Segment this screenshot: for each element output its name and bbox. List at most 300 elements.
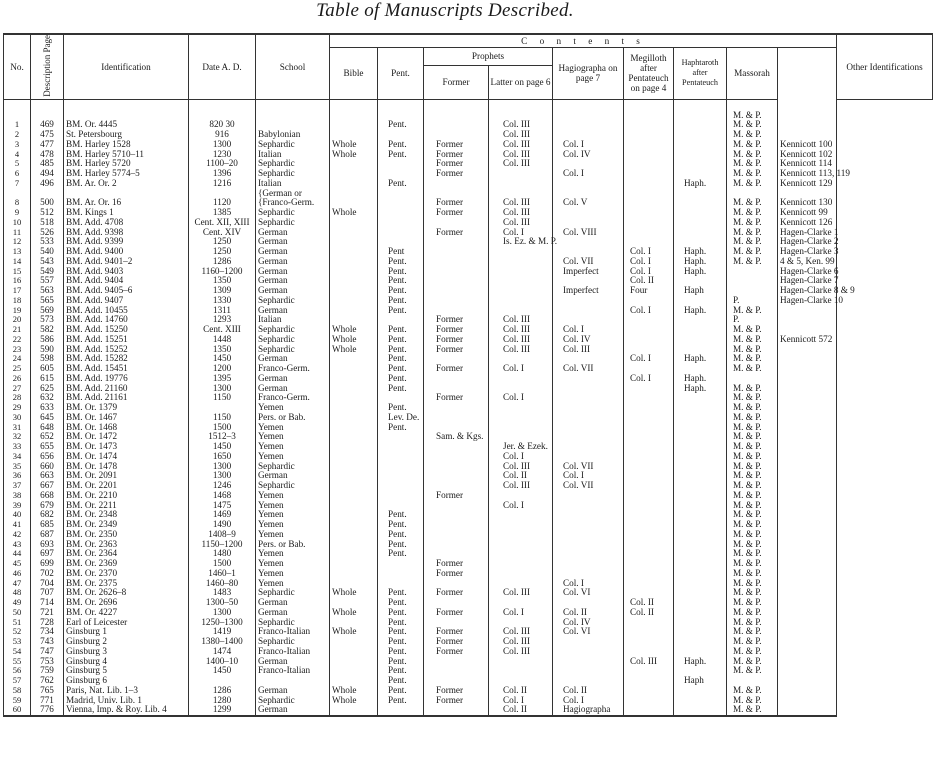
cell-massorah: M. & P.	[727, 169, 778, 179]
cell-massorah: M. & P.	[727, 257, 778, 267]
cell-pent	[378, 462, 424, 472]
cell-pent: Lev. De.	[378, 413, 424, 423]
cell-date: 1419	[189, 627, 256, 637]
cell-latter	[489, 540, 553, 550]
cell-no: 21	[4, 325, 31, 335]
cell-megilloth: Four	[624, 286, 674, 296]
cell-former	[424, 705, 489, 716]
cell-latter	[489, 169, 553, 179]
cell-hagiographa: Col. II	[553, 686, 624, 696]
cell-identification: BM. Add. 9407	[64, 296, 189, 306]
cell-identification: BM. Add. 21160	[64, 384, 189, 394]
cell-massorah: M. & P.	[727, 462, 778, 472]
cell-no: 58	[4, 686, 31, 696]
cell-former	[424, 179, 489, 189]
cell-identification: BM. Add. 15282	[64, 354, 189, 364]
cell-former: Former	[424, 696, 489, 706]
cell-description-page: 569	[31, 306, 64, 316]
cell-other-identifications	[778, 120, 837, 130]
cell-hagiographa: Imperfect	[553, 286, 624, 296]
cell-hagiographa: Col. IV	[553, 150, 624, 160]
cell-no: 50	[4, 608, 31, 618]
table-row	[4, 530, 933, 540]
cell-megilloth: Col. II	[624, 276, 674, 286]
cell-description-page: 582	[31, 325, 64, 335]
cell-massorah: M. & P.	[727, 159, 778, 169]
cell-identification: St. Petersbourg	[64, 130, 189, 140]
cell-identification: Earl of Leicester	[64, 618, 189, 628]
cell-bible	[330, 705, 378, 716]
cell-haphtaroth	[674, 598, 727, 608]
cell-hagiographa: Col. V	[553, 198, 624, 208]
cell-pent: Pent.	[378, 676, 424, 686]
cell-latter: Col. I	[489, 608, 553, 618]
cell-former: Former	[424, 647, 489, 657]
cell-date: 1500	[189, 559, 256, 569]
cell-date: 1490	[189, 520, 256, 530]
cell-date: 1286	[189, 686, 256, 696]
cell-no: 43	[4, 540, 31, 550]
cell-description-page: 526	[31, 228, 64, 238]
cell-bible	[330, 549, 378, 559]
cell-description-page: 667	[31, 481, 64, 491]
header-former: Former	[424, 65, 489, 99]
cell-date: 1474	[189, 647, 256, 657]
cell-date: 1450	[189, 442, 256, 452]
cell-school: Yemen	[256, 549, 330, 559]
cell-no: 59	[4, 696, 31, 706]
cell-identification: BM. Kings 1	[64, 208, 189, 218]
cell-other-identifications	[778, 510, 837, 520]
cell-date: 1300	[189, 384, 256, 394]
cell-no: 30	[4, 413, 31, 423]
cell-massorah: M. & P.	[727, 618, 778, 628]
cell-hagiographa	[553, 549, 624, 559]
cell-description-page: 765	[31, 686, 64, 696]
cell-massorah: M. & P.	[727, 520, 778, 530]
cell-other-identifications	[778, 364, 837, 374]
cell-other-identifications: Hagen-Clarke 6	[778, 267, 837, 277]
cell-no: 40	[4, 510, 31, 520]
cell-description-page: 543	[31, 257, 64, 267]
cell-haphtaroth	[674, 579, 727, 589]
cell-bible	[330, 228, 378, 238]
cell-haphtaroth	[674, 403, 727, 413]
cell-date: 1250	[189, 237, 256, 247]
cell-bible	[330, 637, 378, 647]
cell-date: 1408–9	[189, 530, 256, 540]
cell-no: 28	[4, 393, 31, 403]
table-row	[4, 335, 933, 345]
cell-date: 1246	[189, 481, 256, 491]
cell-pent: Pent.	[378, 335, 424, 345]
page-title: Table of Manuscripts Described.	[316, 0, 574, 21]
cell-hagiographa: Col. I	[553, 471, 624, 481]
table-row	[4, 354, 933, 364]
cell-other-identifications	[778, 306, 837, 316]
cell-date: Cent. XII, XIII	[189, 218, 256, 228]
cell-former	[424, 413, 489, 423]
cell-date: 1475	[189, 501, 256, 511]
cell-description-page: 615	[31, 374, 64, 384]
table-row	[4, 315, 933, 325]
cell-identification: BM. Add. 15251	[64, 335, 189, 345]
cell-hagiographa: Col. VIII	[553, 228, 624, 238]
cell-pent: Pent.	[378, 384, 424, 394]
cell-haphtaroth	[674, 471, 727, 481]
cell-haphtaroth	[674, 637, 727, 647]
cell-school: Sephardic	[256, 618, 330, 628]
cell-megilloth	[624, 686, 674, 696]
cell-no: 2	[4, 130, 31, 140]
cell-latter: Col. III	[489, 140, 553, 150]
cell-school	[256, 99, 330, 120]
cell-no: 54	[4, 647, 31, 657]
cell-no: 9	[4, 208, 31, 218]
cell-megilloth	[624, 384, 674, 394]
cell-school: Yemen	[256, 530, 330, 540]
cell-massorah: M. & P.	[727, 647, 778, 657]
table-row	[4, 364, 933, 374]
cell-identification: BM. Or. 1472	[64, 432, 189, 442]
cell-massorah: M. & P.	[727, 598, 778, 608]
header-no: No.	[4, 34, 31, 99]
header-bible: Bible	[330, 47, 378, 99]
cell-massorah: M. & P.	[727, 423, 778, 433]
cell-bible	[330, 237, 378, 247]
cell-identification: BM. Add. 15252	[64, 345, 189, 355]
cell-megilloth	[624, 393, 674, 403]
cell-massorah: M. & P.	[727, 306, 778, 316]
cell-pent	[378, 432, 424, 442]
cell-no: 41	[4, 520, 31, 530]
cell-other-identifications	[778, 423, 837, 433]
cell-massorah: M. & P.	[727, 354, 778, 364]
cell-school: {Franco-Germ.	[256, 198, 330, 208]
cell-megilloth	[624, 452, 674, 462]
cell-bible	[330, 354, 378, 364]
cell-massorah: M. & P.	[727, 403, 778, 413]
table-row	[4, 559, 933, 569]
cell-latter	[489, 99, 553, 120]
cell-pent	[378, 208, 424, 218]
cell-former: Former	[424, 345, 489, 355]
cell-description-page: 721	[31, 608, 64, 618]
cell-former: Former	[424, 588, 489, 598]
cell-megilloth: Col. I	[624, 306, 674, 316]
cell-no: 37	[4, 481, 31, 491]
cell-identification: Ginsburg 6	[64, 676, 189, 686]
cell-no: 34	[4, 452, 31, 462]
cell-bible: Whole	[330, 608, 378, 618]
cell-other-identifications: Kennicott 572	[778, 335, 837, 345]
cell-haphtaroth	[674, 120, 727, 130]
cell-pent: Pent.	[378, 510, 424, 520]
cell-other-identifications	[778, 705, 837, 716]
cell-latter: Col. III	[489, 637, 553, 647]
cell-no: 15	[4, 267, 31, 277]
cell-latter	[489, 559, 553, 569]
cell-former: Former	[424, 637, 489, 647]
cell-hagiographa	[553, 666, 624, 676]
cell-hagiographa	[553, 647, 624, 657]
cell-bible	[330, 471, 378, 481]
cell-megilloth	[624, 99, 674, 120]
cell-identification: BM. Or. 2375	[64, 579, 189, 589]
cell-latter: Col. III	[489, 325, 553, 335]
cell-identification: BM. Or. 4445	[64, 120, 189, 130]
cell-former	[424, 403, 489, 413]
cell-other-identifications	[778, 452, 837, 462]
cell-identification: BM. Harley 5720	[64, 159, 189, 169]
cell-identification: BM. Add. 19776	[64, 374, 189, 384]
cell-description-page: 668	[31, 491, 64, 501]
cell-identification: BM. Ar. Or. 16	[64, 198, 189, 208]
cell-former	[424, 666, 489, 676]
cell-other-identifications	[778, 432, 837, 442]
cell-haphtaroth	[674, 510, 727, 520]
cell-hagiographa	[553, 423, 624, 433]
cell-date: 1350	[189, 276, 256, 286]
table-row	[4, 627, 933, 637]
cell-massorah: M. & P.	[727, 569, 778, 579]
header-contents: C o n t e n t s	[330, 34, 837, 47]
cell-other-identifications	[778, 530, 837, 540]
cell-identification: BM. Add. 14760	[64, 315, 189, 325]
cell-school: Yemen	[256, 569, 330, 579]
cell-school: German	[256, 276, 330, 286]
cell-haphtaroth	[674, 705, 727, 716]
cell-date: 1450	[189, 354, 256, 364]
header-school: School	[256, 34, 330, 99]
cell-massorah: M. & P.	[727, 491, 778, 501]
cell-haphtaroth	[674, 423, 727, 433]
cell-other-identifications: Kennicott 102	[778, 150, 837, 160]
cell-school: German	[256, 608, 330, 618]
cell-former	[424, 442, 489, 452]
cell-school: Franco-Italian	[256, 647, 330, 657]
cell-no: 48	[4, 588, 31, 598]
cell-bible	[330, 247, 378, 257]
cell-pent	[378, 189, 424, 199]
cell-latter	[489, 657, 553, 667]
cell-massorah: M. & P.	[727, 510, 778, 520]
cell-school: German	[256, 306, 330, 316]
cell-massorah	[727, 276, 778, 286]
cell-description-page: 759	[31, 666, 64, 676]
cell-latter	[489, 296, 553, 306]
cell-other-identifications	[778, 647, 837, 657]
cell-pent: Pent.	[378, 403, 424, 413]
table-row	[4, 296, 933, 306]
cell-bible	[330, 374, 378, 384]
cell-haphtaroth	[674, 159, 727, 169]
cell-megilloth: Col. I	[624, 247, 674, 257]
cell-no: 31	[4, 423, 31, 433]
cell-description-page: 563	[31, 286, 64, 296]
cell-megilloth	[624, 481, 674, 491]
cell-school: Italian	[256, 179, 330, 189]
cell-date: 916	[189, 130, 256, 140]
cell-no: 4	[4, 150, 31, 160]
cell-pent	[378, 559, 424, 569]
cell-no: 12	[4, 237, 31, 247]
cell-pent: Pent.	[378, 267, 424, 277]
cell-pent: Pent.	[378, 345, 424, 355]
cell-former	[424, 540, 489, 550]
cell-hagiographa	[553, 559, 624, 569]
cell-former	[424, 452, 489, 462]
cell-massorah: M. & P.	[727, 637, 778, 647]
cell-school: German	[256, 286, 330, 296]
cell-no: 47	[4, 579, 31, 589]
cell-date: 1300	[189, 462, 256, 472]
cell-no: 7	[4, 179, 31, 189]
cell-no: 17	[4, 286, 31, 296]
cell-megilloth: Col. II	[624, 598, 674, 608]
cell-haphtaroth	[674, 520, 727, 530]
cell-former: Former	[424, 491, 489, 501]
cell-pent: Pent.	[378, 647, 424, 657]
cell-latter: Col. III	[489, 588, 553, 598]
cell-former: Former	[424, 150, 489, 160]
cell-no: 24	[4, 354, 31, 364]
cell-other-identifications	[778, 374, 837, 384]
cell-latter: Col. III	[489, 159, 553, 169]
cell-description-page: 656	[31, 452, 64, 462]
cell-description-page: 496	[31, 179, 64, 189]
cell-haphtaroth	[674, 218, 727, 228]
table-row	[4, 647, 933, 657]
cell-description-page: 714	[31, 598, 64, 608]
cell-school: Sephardic	[256, 159, 330, 169]
cell-hagiographa: Col. I	[553, 579, 624, 589]
cell-megilloth	[624, 618, 674, 628]
cell-latter: Col. III	[489, 345, 553, 355]
cell-description-page: 633	[31, 403, 64, 413]
cell-date: 1286	[189, 257, 256, 267]
cell-megilloth	[624, 140, 674, 150]
cell-description-page: 660	[31, 462, 64, 472]
cell-school: Yemen	[256, 432, 330, 442]
cell-other-identifications	[778, 315, 837, 325]
cell-massorah: M. & P.	[727, 696, 778, 706]
cell-identification: BM. Add. 21161	[64, 393, 189, 403]
cell-pent: Pent.	[378, 179, 424, 189]
cell-date: 1293	[189, 315, 256, 325]
cell-date: 1160–1200	[189, 267, 256, 277]
cell-other-identifications	[778, 598, 837, 608]
cell-other-identifications	[778, 481, 837, 491]
cell-no: 52	[4, 627, 31, 637]
cell-no: 13	[4, 247, 31, 257]
cell-haphtaroth	[674, 432, 727, 442]
cell-latter: Col. III	[489, 462, 553, 472]
cell-haphtaroth	[674, 627, 727, 637]
table-row	[4, 549, 933, 559]
cell-former	[424, 237, 489, 247]
cell-date: 1395	[189, 374, 256, 384]
cell-description-page: 485	[31, 159, 64, 169]
cell-latter	[489, 286, 553, 296]
cell-megilloth	[624, 471, 674, 481]
cell-bible	[330, 423, 378, 433]
cell-hagiographa	[553, 374, 624, 384]
cell-massorah: M. & P.	[727, 325, 778, 335]
cell-massorah: M. & P.	[727, 432, 778, 442]
cell-massorah: M. & P.	[727, 657, 778, 667]
table-row	[4, 510, 933, 520]
cell-latter: Jer. & Ezek.	[489, 442, 553, 452]
cell-school: Yemen	[256, 579, 330, 589]
cell-description-page: 645	[31, 413, 64, 423]
cell-former	[424, 267, 489, 277]
cell-other-identifications: Hagen-Clarke 8 & 9	[778, 286, 837, 296]
cell-school: German	[256, 384, 330, 394]
cell-no: 23	[4, 345, 31, 355]
cell-megilloth	[624, 462, 674, 472]
cell-hagiographa	[553, 384, 624, 394]
cell-description-page: 605	[31, 364, 64, 374]
cell-massorah: M. & P.	[727, 471, 778, 481]
cell-haphtaroth: Haph.	[674, 384, 727, 394]
cell-date: 1100–20	[189, 159, 256, 169]
cell-latter	[489, 666, 553, 676]
cell-bible	[330, 393, 378, 403]
cell-pent: Pent.	[378, 520, 424, 530]
cell-identification: BM. Or. 2626–8	[64, 588, 189, 598]
cell-identification: BM. Or. 1379	[64, 403, 189, 413]
cell-no: 8	[4, 198, 31, 208]
cell-school: Yemen	[256, 501, 330, 511]
cell-hagiographa: Imperfect	[553, 267, 624, 277]
table-row	[4, 666, 933, 676]
cell-hagiographa	[553, 179, 624, 189]
cell-massorah: M. & P.	[727, 208, 778, 218]
header-massorah: Massorah	[727, 47, 778, 99]
cell-identification: BM. Or. 2370	[64, 569, 189, 579]
header-other: Other Identifications	[837, 34, 933, 99]
cell-megilloth	[624, 540, 674, 550]
cell-hagiographa	[553, 393, 624, 403]
cell-other-identifications	[778, 413, 837, 423]
cell-haphtaroth	[674, 140, 727, 150]
table-row	[4, 120, 933, 130]
cell-no: 25	[4, 364, 31, 374]
cell-bible	[330, 306, 378, 316]
cell-school: Yemen	[256, 423, 330, 433]
cell-school: Sephardic	[256, 325, 330, 335]
cell-haphtaroth	[674, 130, 727, 140]
cell-pent: Pent.	[378, 150, 424, 160]
cell-identification: BM. Add. 15451	[64, 364, 189, 374]
cell-latter	[489, 413, 553, 423]
cell-former	[424, 520, 489, 530]
cell-pent: Pent.	[378, 657, 424, 667]
cell-latter: Is. Ez. & M. P.	[489, 237, 553, 247]
cell-identification: BM. Add. 9404	[64, 276, 189, 286]
cell-hagiographa: Col. IV	[553, 335, 624, 345]
cell-pent	[378, 705, 424, 716]
cell-date: 1250–1300	[189, 618, 256, 628]
cell-latter: Col. II	[489, 471, 553, 481]
cell-massorah: M. & P.	[727, 179, 778, 189]
cell-former: Former	[424, 140, 489, 150]
table-row	[4, 657, 933, 667]
cell-no: 33	[4, 442, 31, 452]
cell-megilloth	[624, 150, 674, 160]
cell-latter: Col. III	[489, 315, 553, 325]
